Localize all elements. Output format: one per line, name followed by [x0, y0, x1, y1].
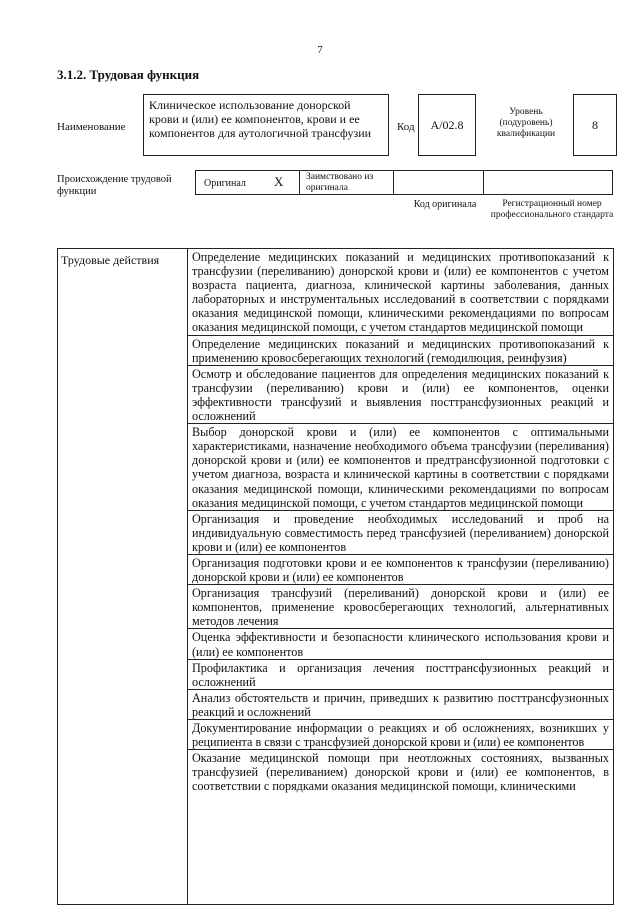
labor-action-item: Документирование информации о реакциях и об осложнениях, возникших у реципиента в связи с трансфузией донорской крови и (или) ее компонентов [188, 720, 613, 750]
reg-number-label: Регистрационный номер профессионального стандарта [490, 199, 614, 220]
origin-label: Происхождение трудовой функции [57, 174, 172, 197]
original-mark: X [274, 174, 284, 189]
function-code-box: A/02.8 [418, 94, 476, 156]
labor-action-item: Оценка эффективности и безопасности клинического использования крови и (или) ее компонентов [188, 629, 613, 659]
level-label: Уровень (подуровень) квалификации [496, 107, 556, 139]
function-name-box: Клиническое использование донорской крови и (или) ее компонентов, крови и ее компонентов для аутологичной трансфузии [143, 94, 389, 156]
labor-actions-label: Трудовые действия [58, 249, 188, 905]
reg-number-cell [484, 171, 612, 194]
labor-action-item: Определение медицинских показаний и медицинских противопоказаний к применению кровосберегающих технологий (гемодилюция, реинфузия) [188, 336, 613, 366]
borrowed-cell [300, 171, 394, 194]
code-original-label: Код оригинала [413, 199, 477, 210]
labor-action-item: Профилактика и организация лечения посттрансфузионных реакций и осложнений [188, 660, 613, 690]
level-box: 8 [573, 94, 617, 156]
labor-action-item: Анализ обстоятельств и причин, приведших к развитию посттрансфузионных реакций и осложнений [188, 690, 613, 720]
borrowed-label: Заимствовано из оригинала [306, 172, 374, 193]
original-label: Оригинал [204, 178, 246, 189]
labor-action-item: Организация трансфузий (переливаний) донорской крови и (или) ее компонентов, применение кровосберегающих технологий, альтернативных методов лечения [188, 585, 613, 629]
name-label: Наименование [57, 121, 126, 133]
origin-table [195, 170, 613, 195]
labor-action-item: Организация подготовки крови и ее компонентов к трансфузии (переливанию) донорской крови и (или) ее компонентов [188, 555, 613, 585]
code-label: Код [397, 121, 415, 133]
labor-actions-list [188, 249, 614, 905]
page-number: 7 [317, 44, 323, 56]
section-title: 3.1.2. Трудовая функция [57, 67, 200, 82]
labor-action-item: Определение медицинских показаний и медицинских противопоказаний к трансфузии (переливанию) донорской крови и (или) ее компонентов с учетом возраста пациента, диагноза, клинической картины заболевания, данных лабораторных и инструментальных исследований в соответствии с порядками оказания медицинской помощи, клиническими рекомендациями по вопросам оказания медицинской помощи, с учетом стандартов медицинской помощи [188, 249, 613, 336]
labor-action-item: Осмотр и обследование пациентов для определения медицинских показаний к трансфузии (переливанию) крови и (или) ее компонентов, оценки эффективности трансфузий и выявления посттрансфузионных реакций и осложнений [188, 366, 613, 424]
original-cell [196, 171, 300, 194]
code-original-cell [394, 171, 484, 194]
labor-action-item: Оказание медицинской помощи при неотложных состояниях, вызванных трансфузией (переливанием) донорской крови и (или) ее компонентов, в соответствии с порядками оказания медицинской помощи, клиническими [192, 751, 609, 794]
labor-action-item: Организация и проведение необходимых исследований и проб на индивидуальную совместимость перед трансфузией (переливанием) донорской крови и (или) ее компонентов [188, 511, 613, 555]
labor-action-item: Выбор донорской крови и (или) ее компонентов с оптимальными характеристиками, назначение необходимого объема трансфузии (переливания) донорской крови и (или) ее компонентов и предтрансфузионной подготовки с учетом диагноза, возраста и клинической картины в соответствии с порядками оказания медицинской помощи, клиническими рекомендациями по вопросам оказания медицинской помощи, с учетом стандартов медицинской помощи [188, 424, 613, 511]
labor-actions-table [57, 248, 614, 905]
